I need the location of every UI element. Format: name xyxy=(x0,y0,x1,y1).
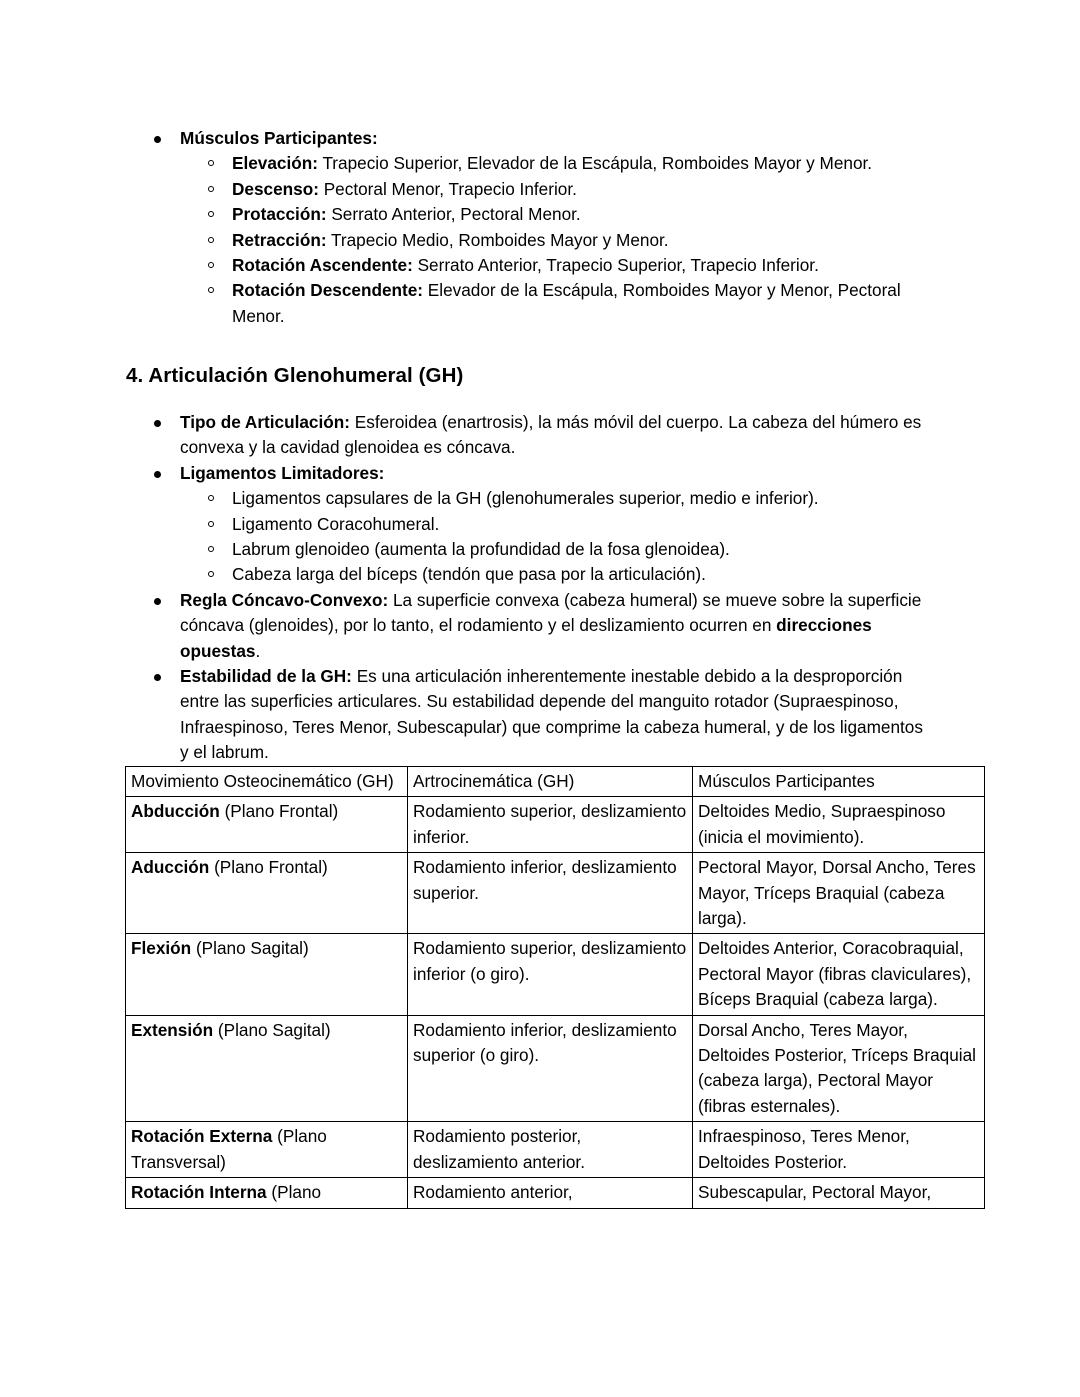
table-header-row xyxy=(126,767,985,797)
term-detail: Serrato Anterior, Trapecio Superior, Trapecio Inferior. xyxy=(412,255,819,276)
list-item-estabilidad-gh xyxy=(126,664,926,766)
term-detail: Trapecio Medio, Romboides Mayor y Menor. xyxy=(326,229,669,250)
cell-musculos: Pectoral Mayor, Dorsal Ancho, Teres Mayor, Tríceps Braquial (cabeza larga). xyxy=(693,853,985,934)
gh-section-block xyxy=(126,410,926,766)
movement-plane: (Plano xyxy=(266,1182,322,1203)
list-item: Ligamento Coracohumeral. xyxy=(180,512,926,537)
cell-artrocinematica: Rodamiento posterior, deslizamiento anterior. xyxy=(408,1122,693,1178)
movement-name: Aducción xyxy=(131,857,210,878)
cell-movimiento xyxy=(126,1015,408,1122)
table-row xyxy=(126,1122,985,1178)
movement-plane: (Plano Frontal) xyxy=(209,857,328,878)
list-item-ligamentos-limitadores xyxy=(126,461,926,588)
term-label: Rotación Descendente: xyxy=(232,280,424,301)
term-detail: Elevador de la Escápula, Romboides Mayor y Menor, Pectoral Menor. xyxy=(232,280,901,326)
term-label: Elevación: xyxy=(232,153,318,174)
term-detail: Es una articulación inherentemente inestable debido a la desproporción entre las superficies articulares. Su estabilidad depende del manguito rotador (Supraespinoso, Infraespinoso, Teres Menor, Subescapular) que comprime la cabeza humeral, y de los ligamentos y el labrum. xyxy=(180,666,923,763)
movement-plane: (Plano Sagital) xyxy=(191,938,309,959)
term-detail: Pectoral Menor, Trapecio Inferior. xyxy=(318,178,577,199)
term-detail: Serrato Anterior, Pectoral Menor. xyxy=(326,204,581,225)
term-label: Protacción: xyxy=(232,204,327,225)
list-item xyxy=(180,253,916,278)
cell-movimiento xyxy=(126,934,408,1015)
column-header-artrocinematica: Artrocinemática (GH) xyxy=(408,767,693,797)
list-item xyxy=(180,228,916,253)
term-label: Retracción: xyxy=(232,229,327,250)
osteokinematics-table xyxy=(125,766,985,1209)
cell-artrocinematica: Rodamiento superior, deslizamiento inferior. xyxy=(408,797,693,853)
cell-musculos: Dorsal Ancho, Teres Mayor, Deltoides Posterior, Tríceps Braquial (cabeza larga), Pectoral Mayor (fibras esternales). xyxy=(693,1015,985,1122)
table-row-truncated xyxy=(126,1178,985,1208)
cell-musculos: Deltoides Anterior, Coracobraquial, Pectoral Mayor (fibras claviculares), Bíceps Braquial (cabeza larga). xyxy=(693,934,985,1015)
page-title: 4. Articulación Glenohumeral (GH) xyxy=(126,364,464,387)
list-item: Labrum glenoideo (aumenta la profundidad de la fosa glenoidea). xyxy=(180,537,926,562)
list-item: Cabeza larga del bíceps (tendón que pasa por la articulación). xyxy=(180,562,926,587)
column-header-movimiento: Movimiento Osteocinemático (GH) xyxy=(126,767,408,797)
movement-name: Rotación Interna xyxy=(131,1182,267,1203)
table-row xyxy=(126,934,985,1015)
term-detail: Esferoidea (enartrosis), la más móvil del cuerpo. La cabeza del húmero es convexa y la cavidad glenoidea es cóncava. xyxy=(180,412,922,458)
movement-name: Rotación Externa xyxy=(131,1126,273,1147)
list-item xyxy=(180,278,916,329)
list-item: Ligamentos capsulares de la GH (glenohumerales superior, medio e inferior). xyxy=(180,486,926,511)
cell-artrocinematica: Rodamiento anterior, xyxy=(408,1178,693,1208)
list-item xyxy=(180,151,916,176)
gh-list xyxy=(126,410,926,766)
cell-artrocinematica: Rodamiento inferior, deslizamiento superior (o giro). xyxy=(408,1015,693,1122)
term-label: Tipo de Articulación: xyxy=(180,412,350,432)
cell-musculos: Infraespinoso, Teres Menor, Deltoides Posterior. xyxy=(693,1122,985,1178)
term-label: Regla Cóncavo-Convexo: xyxy=(180,589,389,610)
muscles-sublist xyxy=(180,151,916,329)
term-label: Descenso: xyxy=(232,178,319,199)
term-label: Rotación Ascendente: xyxy=(232,255,413,276)
list-item-tipo-articulacion xyxy=(126,410,926,461)
cell-artrocinematica: Rodamiento superior, deslizamiento inferior (o giro). xyxy=(408,934,693,1015)
column-header-musculos: Músculos Participantes xyxy=(693,767,985,797)
term-emphasis: direcciones opuestas xyxy=(180,615,872,661)
muscles-list xyxy=(126,126,916,329)
movement-plane: (Plano Frontal) xyxy=(219,801,339,822)
cell-musculos: Deltoides Medio, Supraespinoso (inicia el movimiento). xyxy=(693,797,985,853)
list-item xyxy=(180,177,916,202)
term-detail: Trapecio Superior, Elevador de la Escápula, Romboides Mayor y Menor. xyxy=(317,153,873,174)
movement-name: Abducción xyxy=(131,801,220,822)
cell-movimiento xyxy=(126,853,408,934)
term-label: Estabilidad de la GH: xyxy=(180,666,352,687)
muscles-participantes-block xyxy=(126,126,916,329)
table-row xyxy=(126,1015,985,1122)
cell-musculos: Subescapular, Pectoral Mayor, xyxy=(693,1178,985,1208)
movement-plane: (Plano Transversal) xyxy=(131,1126,327,1172)
cell-movimiento xyxy=(126,797,408,853)
list-item-muscles-title xyxy=(126,126,916,329)
muscles-title-label: Músculos Participantes: xyxy=(180,128,378,148)
cell-artrocinematica: Rodamiento inferior, deslizamiento superior. xyxy=(408,853,693,934)
term-label: Ligamentos Limitadores: xyxy=(180,462,385,483)
table-row xyxy=(126,797,985,853)
term-detail-part2: . xyxy=(255,640,261,661)
list-item xyxy=(180,202,916,227)
ligamentos-sublist xyxy=(180,486,926,588)
movement-name: Extensión xyxy=(131,1019,214,1040)
list-item-regla-concavo-convexo xyxy=(126,588,926,664)
cell-movimiento xyxy=(126,1122,408,1178)
term-detail-part1: La superficie convexa (cabeza humeral) se mueve sobre la superficie cóncava (glenoides), por lo tanto, el rodamiento y el deslizamiento ocurren en xyxy=(180,589,922,636)
cell-movimiento xyxy=(126,1178,408,1208)
movement-plane: (Plano Sagital) xyxy=(213,1019,331,1040)
table-row xyxy=(126,853,985,934)
movement-name: Flexión xyxy=(131,938,192,959)
